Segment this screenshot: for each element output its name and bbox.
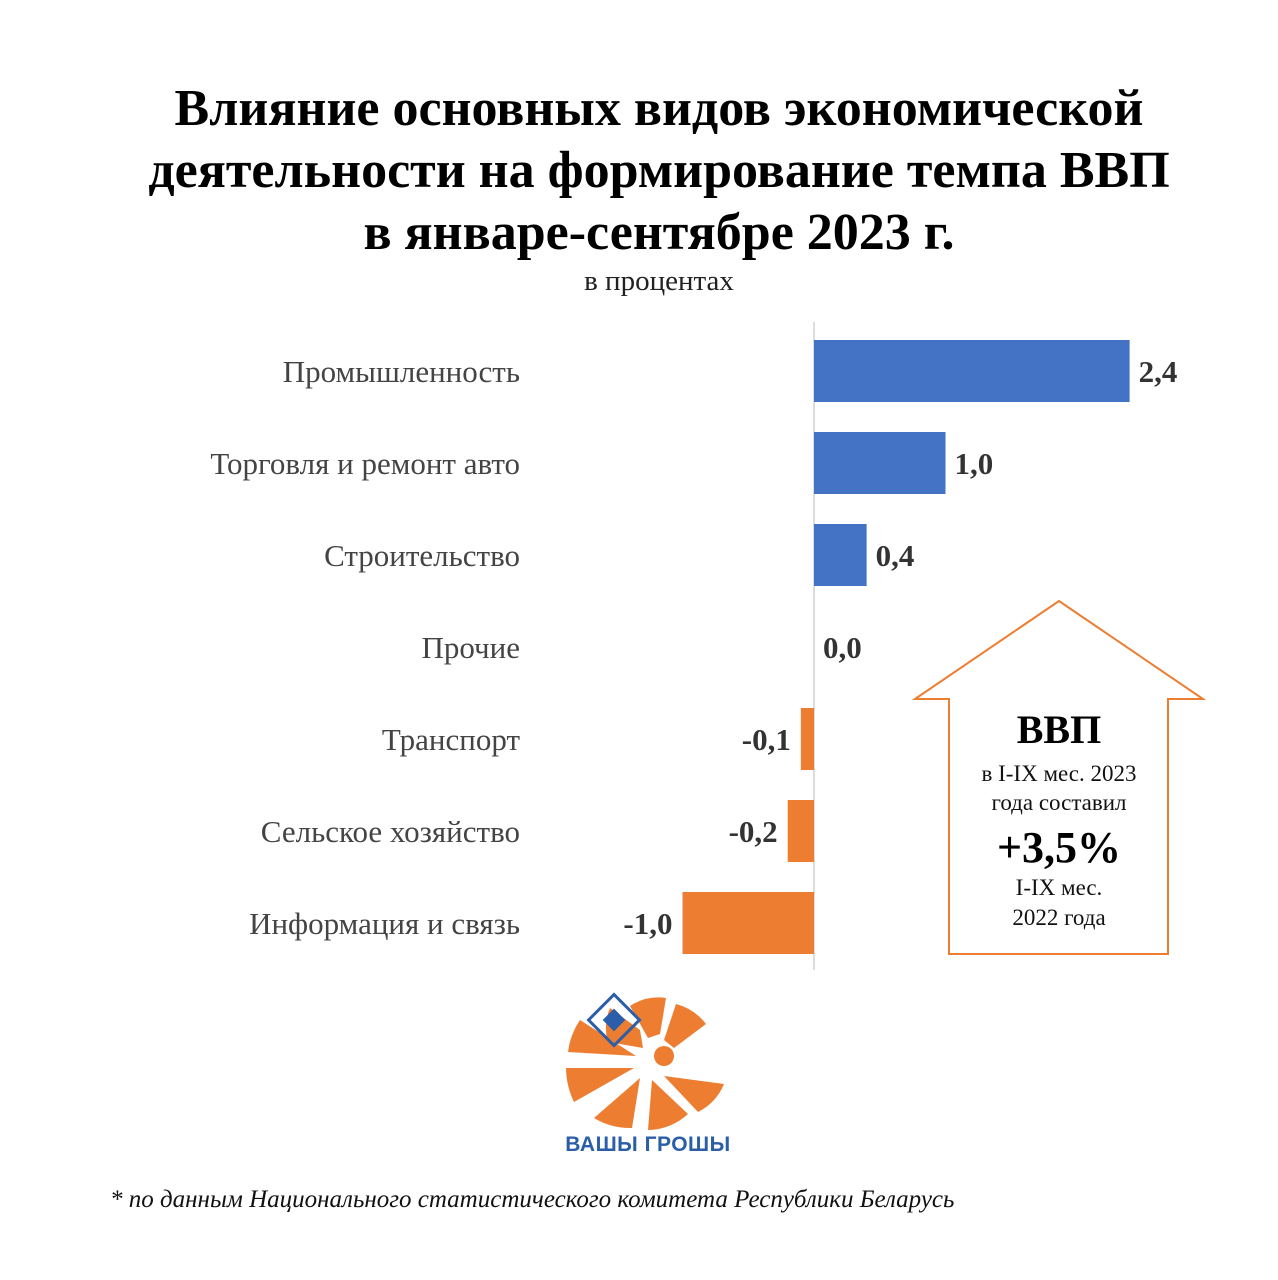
title-line-2: деятельности на формирование темпа ВВП [148,142,1170,199]
category-label: Информация и связь [249,906,520,941]
title-line-1: Влияние основных видов экономической [174,80,1144,137]
value-label: 1,0 [954,446,994,481]
bar-6 [683,892,815,954]
bar-1 [814,432,946,494]
bar-0 [814,340,1130,402]
source-footnote: * по данным Национального статистического комитета Республики Беларусь [110,1186,955,1213]
category-label: Прочие [421,630,520,665]
callout-line-1: в I-IX мес. 2023 [981,761,1137,786]
value-label: 0,0 [823,630,862,665]
bar-5 [788,800,814,862]
value-label: 0,4 [875,538,915,573]
category-label: Транспорт [381,722,520,757]
value-label: -0,2 [728,814,778,849]
bar-2 [814,524,867,586]
value-label: 2,4 [1138,354,1178,389]
callout-line-2: года составил [991,790,1127,815]
callout-line-3: I-IX мес. [1015,875,1103,900]
callout-value: +3,5% [996,823,1122,872]
category-label: Строительство [324,538,520,573]
brand-name: ВАШЫ ГРОШЫ [565,1133,731,1156]
callout-heading: ВВП [1016,707,1102,752]
value-label: -0,1 [741,722,791,757]
callout-line-4: 2022 года [1012,905,1106,930]
chart-subtitle: в процентах [584,265,734,297]
category-label: Торговля и ремонт авто [210,446,520,481]
title-line-3: в январе-сентябре 2023 г. [363,204,955,261]
category-label: Сельское хозяйство [260,814,520,849]
bar-4 [801,708,814,770]
gdp-callout [915,601,1203,954]
vashy-groshy-logo-icon [548,990,748,1130]
category-label: Промышленность [282,354,520,389]
value-label: -1,0 [623,906,673,941]
